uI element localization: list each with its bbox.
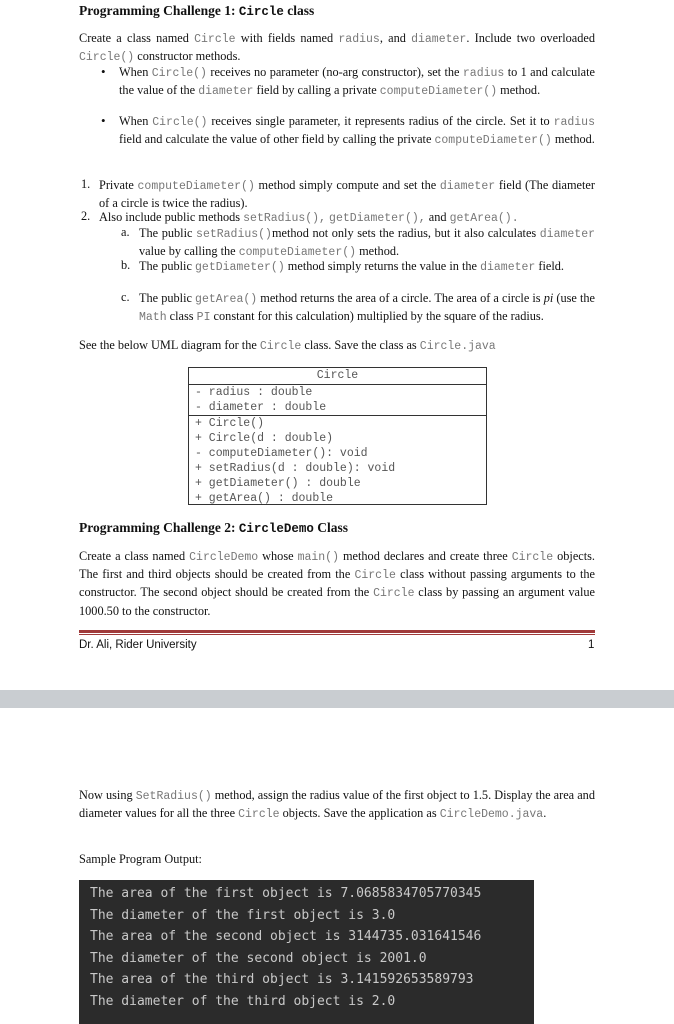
footer-author: Dr. Ali, Rider University [79,639,197,651]
sub-letter: b. [121,258,131,272]
output-line: The diameter of the third object is 2.0 [90,993,396,1009]
uml-method: + setRadius(d : double): void [195,462,396,475]
output-line: The area of the third object is 3.141592653589793 [90,972,474,988]
sub-letter: c. [121,290,130,304]
output-line: The area of the first object is 7.0685834705770345 [90,886,482,901]
sample-output-label: Sample Program Output: [79,852,202,866]
challenge1-intro: Create a class named Circle with fields named radius, and diameter. Include two overloaded Circle() constructor methods. [79,31,595,65]
bullet-no-arg-constructor: When Circle() receives no parameter (no-arg constructor), set the radius to 1 and calculate the value of the diameter field by calling a private computeDiameter() method. [119,65,595,99]
uml-class-diagram [188,367,487,505]
item-public-methods: Also include public methods setRadius(), getDiameter(), and getArea(). [99,210,519,225]
bullet-marker: • [101,113,106,128]
sub-letter: a. [121,225,130,239]
uml-method: + Circle(d : double) [195,432,334,445]
challenge2-heading: Programming Challenge 2: CircleDemo Class [79,520,349,536]
uml-intro: See the below UML diagram for the Circle class. Save the class as Circle.java [79,338,496,353]
bullet-marker: • [101,64,106,79]
page-gap [0,690,674,708]
sub-get-diameter: The public getDiameter() method simply returns the value in the diameter field. [139,259,564,274]
output-line: The diameter of the second object is 2001.0 [90,950,427,966]
item-number: 1. [81,177,91,191]
uml-method: - computeDiameter(): void [195,447,368,460]
sub-set-radius: The public setRadius()method not only sets the radius, but it also calculates diameter value by calling the computeDiameter() method. [139,226,595,260]
uml-class-name: Circle [189,368,486,385]
page-number: 1 [588,639,595,651]
page2-instructions: Now using SetRadius() method, assign the radius value of the first object to 1.5. Display the area and diameter values for all the three Circle objects. Save the application as CircleDemo.java. [79,788,595,822]
bullet-single-param-constructor: When Circle() receives single parameter, it represents radius of the circle. Set it to radius field and calculate the value of other field by calling the private computeDiameter() method. [119,114,595,148]
output-line: The area of the second object is 3144735.031641546 [90,929,482,945]
output-line: The diameter of the first object is 3.0 [90,907,396,923]
item-compute-diameter: Private computeDiameter() method simply compute and set the diameter field (The diameter of a circle is twice the radius). [99,178,595,211]
uml-method: + getArea() : double [195,492,334,505]
sub-get-area: The public getArea() method returns the area of a circle. The area of a circle is pi (use the Math class PI constant for this calculation) multiplied by the square of the radius. [139,291,595,325]
item-number: 2. [81,209,91,223]
footer-divider-thin [79,634,595,635]
uml-method: + Circle() [195,417,265,430]
uml-field: - diameter : double [189,400,486,416]
challenge2-description: Create a class named CircleDemo whose main() method declares and create three Circle objects. The first and third objects should be created from the Circle class without passing arguments to the constructor. The second object should be created from the Circle class by passing an argument value 1000.50 to the constructor. [79,549,596,618]
uml-method: + getDiameter() : double [195,477,361,490]
uml-field: - radius : double [195,386,313,399]
sample-output-terminal [79,880,534,1024]
challenge1-heading: Programming Challenge 1: Circle class [79,3,315,19]
footer-divider [79,630,595,633]
